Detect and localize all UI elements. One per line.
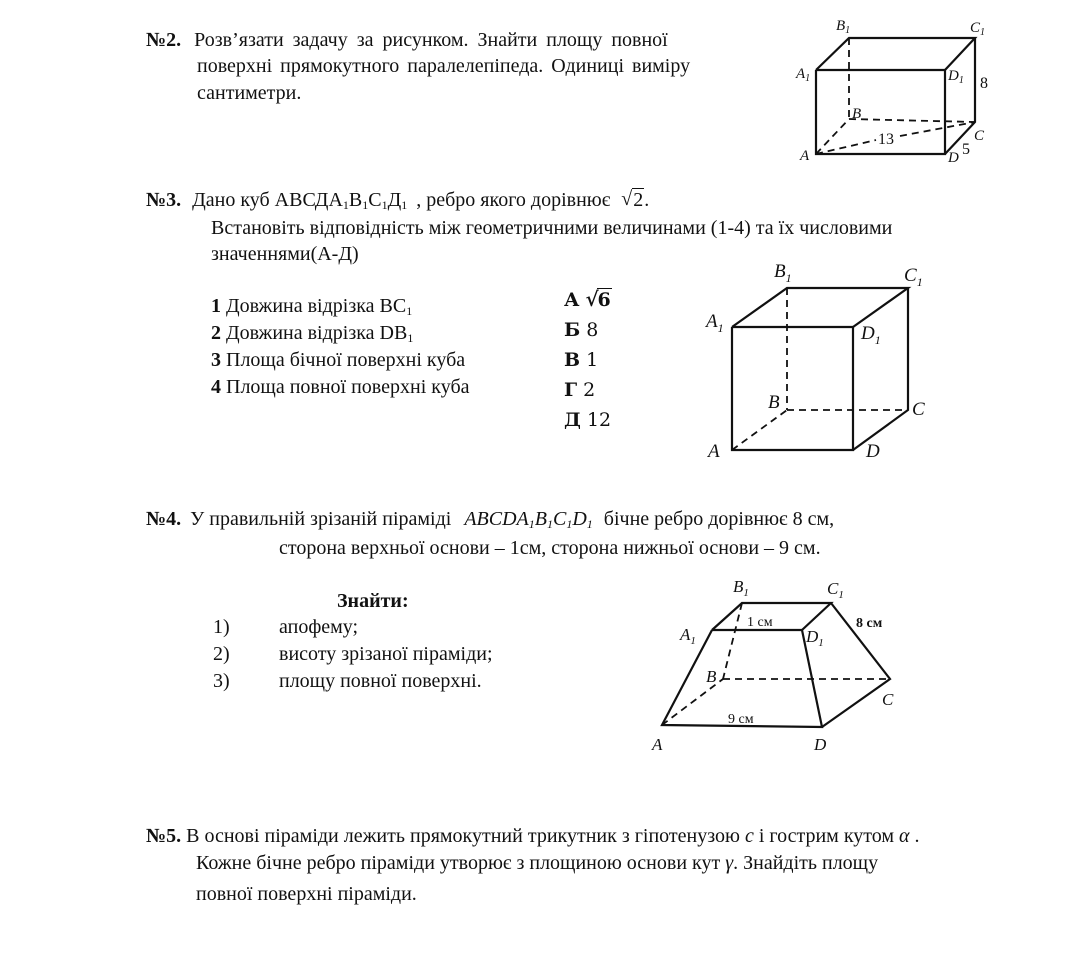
parallelepiped-figure: [790, 10, 1000, 170]
label-c: C: [974, 128, 985, 144]
label-a: A: [652, 735, 663, 754]
label-a1: $A_1$: [796, 66, 811, 84]
find-item: 1) апофему;: [213, 616, 359, 638]
cube-figure: [690, 255, 940, 465]
hidden-edge-bb1: [723, 603, 742, 679]
quantities-list: [211, 293, 470, 401]
label-c: C: [882, 690, 894, 709]
find-title: Знайти:: [337, 590, 409, 612]
label-d: D: [814, 735, 827, 754]
label-d1: $D_1$: [948, 68, 964, 86]
front-face: [732, 327, 853, 450]
quantity-item: 4 Площа повної поверхні куба: [211, 376, 470, 398]
label-a: A: [708, 441, 720, 462]
task-5-line-3: повної поверхні піраміди.: [196, 883, 417, 905]
task-3-line-3: значеннями(А-Д): [211, 243, 359, 265]
quantity-item: 1 Довжина відрізка $ВС_1$: [211, 295, 413, 318]
label-a: A: [800, 148, 810, 164]
label-b1: $B_1$: [836, 18, 851, 36]
top-face-edges: [816, 38, 975, 70]
task-5-line-1: №5. В основі піраміди лежить прямокутний трикутник з гіпотенузою c і гострим кутом α .: [146, 825, 920, 847]
label-b: B: [706, 667, 717, 686]
label-a1: $A_1$: [706, 311, 724, 335]
right-edges: [853, 288, 908, 450]
dimension-lateral: 8 см: [856, 616, 883, 631]
hypotenuse-symbol: c: [744, 825, 754, 847]
quantity-item: 2 Довжина відрізка $DB_1$: [211, 322, 414, 345]
answer-item: В 1: [564, 349, 599, 371]
sqrt-2: √ 2: [621, 188, 644, 211]
task-4-line-1: №4. У правильній зрізаній піраміді $ABCDA_1B_1C_1D_1$ бічне ребро дорівнює 8 см,: [146, 508, 835, 531]
dimension-height: 8: [980, 75, 988, 92]
answer-item: Г 2: [564, 379, 596, 401]
task-3-line-2: Встановіть відповідність між геометричними величинами (1-4) та їх числовими: [211, 217, 893, 239]
find-item: 3) площу повної поверхні.: [213, 670, 482, 692]
find-item: 2) висоту зрізаної піраміди;: [213, 643, 493, 665]
task-2-line-2: поверхні прямокутного паралелепіпеда. Одиниці виміру: [197, 55, 691, 77]
answer-item: Б 8: [564, 319, 599, 341]
hidden-edge-bc: [849, 119, 975, 122]
hidden-edge-ab: [816, 119, 849, 154]
answer-item: А √ 6: [564, 287, 611, 311]
label-b: B: [852, 106, 862, 122]
label-d1: $D_1$: [806, 627, 824, 649]
label-c1: $C_1$: [904, 265, 923, 289]
task-4-line-2: сторона верхньої основи – 1см, сторона нижньої основи – 9 см.: [279, 537, 821, 559]
answers-list: [564, 285, 612, 435]
task-2-line-3: сантиметри.: [197, 82, 302, 104]
label-b1: $B_1$: [774, 261, 792, 285]
top-face-edges: [732, 288, 908, 327]
pyramid-name: $ABCDA_1B_1C_1D_1$: [464, 508, 593, 531]
truncated-pyramid-figure: [640, 570, 920, 760]
find-list: [213, 614, 493, 695]
alpha-symbol: α: [899, 825, 910, 847]
label-a1: $A_1$: [680, 625, 696, 647]
quantity-item: 3 Площа бічної поверхні куба: [211, 349, 466, 371]
task-number: №3.: [146, 189, 182, 211]
label-b1: $B_1$: [733, 577, 749, 599]
answer-item: Д 12: [564, 409, 612, 431]
label-d: D: [866, 441, 880, 462]
hidden-edge-ab: [732, 410, 787, 450]
dimension-width: 5: [962, 141, 970, 158]
label-c1: $C_1$: [970, 20, 986, 38]
task-number: №4.: [146, 508, 182, 530]
task-3-line-1: №3. Дано куб $АВСДА_1В_1С_1Д_1$ , ребро якого дорівнює √ 2.: [146, 188, 650, 212]
diagonal-ac-part1: [816, 140, 876, 154]
task-number: №2.: [146, 29, 182, 51]
gamma-symbol: γ: [725, 852, 734, 874]
label-d1: $D_1$: [861, 323, 881, 347]
task-5-line-2: Кожне бічне ребро піраміди утворює з площиною основи кут γ. Знайдіть площу: [196, 852, 879, 874]
task-2-line-1: №2. Розв’язати задачу за рисунком. Знайти площу повної: [146, 29, 668, 51]
label-b: B: [768, 392, 780, 413]
dimension-bottom: 9 см: [728, 712, 754, 727]
label-d: D: [948, 150, 959, 166]
label-c1: $C_1$: [827, 579, 844, 601]
task-number: №5.: [146, 825, 182, 847]
label-c: C: [912, 399, 925, 420]
dimension-top: 1 см: [747, 615, 773, 630]
dimension-diagonal: 13: [878, 131, 894, 148]
